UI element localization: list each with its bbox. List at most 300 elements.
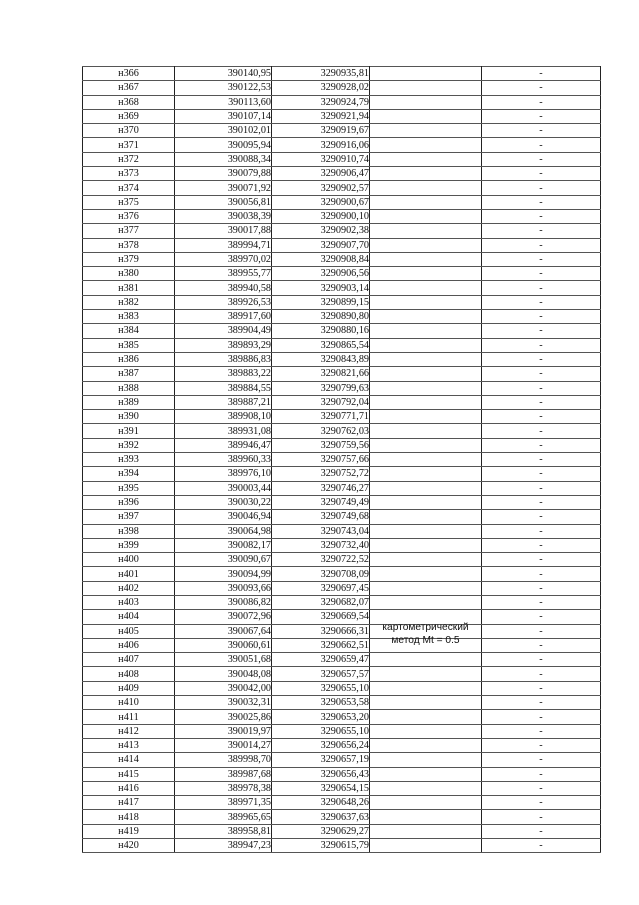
description-cell: - <box>482 338 601 352</box>
table-row <box>83 681 601 695</box>
description-cell: - <box>482 567 601 581</box>
table-row <box>83 495 601 509</box>
x-coordinate-cell: 390071,92 <box>175 181 272 195</box>
description-cell: - <box>482 224 601 238</box>
y-coordinate-cell: 3290906,47 <box>272 167 370 181</box>
y-coordinate-cell: 3290821,66 <box>272 367 370 381</box>
table-row <box>83 738 601 752</box>
method-cell <box>370 510 482 524</box>
description-cell: - <box>482 810 601 824</box>
point-id-cell: н373 <box>83 167 175 181</box>
method-cell <box>370 824 482 838</box>
table-row <box>83 209 601 223</box>
method-cell <box>370 224 482 238</box>
y-coordinate-cell: 3290654,15 <box>272 781 370 795</box>
y-coordinate-cell: 3290900,67 <box>272 195 370 209</box>
method-cell <box>370 524 482 538</box>
method-cell <box>370 738 482 752</box>
table-row <box>83 367 601 381</box>
method-cell <box>370 724 482 738</box>
x-coordinate-cell: 390064,98 <box>175 524 272 538</box>
point-id-cell: н399 <box>83 538 175 552</box>
y-coordinate-cell: 3290666,31 <box>272 624 370 638</box>
y-coordinate-cell: 3290657,19 <box>272 753 370 767</box>
y-coordinate-cell: 3290752,72 <box>272 467 370 481</box>
x-coordinate-cell: 390090,67 <box>175 553 272 567</box>
method-cell <box>370 781 482 795</box>
y-coordinate-cell: 3290682,07 <box>272 595 370 609</box>
point-id-cell: н390 <box>83 410 175 424</box>
point-id-cell: н414 <box>83 753 175 767</box>
x-coordinate-cell: 390032,31 <box>175 696 272 710</box>
table-row <box>83 95 601 109</box>
point-id-cell: н379 <box>83 252 175 266</box>
y-coordinate-cell: 3290759,56 <box>272 438 370 452</box>
method-cell <box>370 438 482 452</box>
y-coordinate-cell: 3290919,67 <box>272 124 370 138</box>
method-cell <box>370 553 482 567</box>
table-row <box>83 281 601 295</box>
x-coordinate-cell: 389908,10 <box>175 410 272 424</box>
point-id-cell: н407 <box>83 653 175 667</box>
description-cell: - <box>482 367 601 381</box>
point-id-cell: н386 <box>83 352 175 366</box>
point-id-cell: н366 <box>83 67 175 81</box>
x-coordinate-cell: 390113,60 <box>175 95 272 109</box>
y-coordinate-cell: 3290629,27 <box>272 824 370 838</box>
y-coordinate-cell: 3290653,20 <box>272 710 370 724</box>
x-coordinate-cell: 389947,23 <box>175 839 272 853</box>
y-coordinate-cell: 3290924,79 <box>272 95 370 109</box>
description-cell: - <box>482 252 601 266</box>
table-row <box>83 553 601 567</box>
method-cell <box>370 381 482 395</box>
description-cell: - <box>482 495 601 509</box>
description-cell: - <box>482 467 601 481</box>
x-coordinate-cell: 389931,08 <box>175 424 272 438</box>
description-cell: - <box>482 67 601 81</box>
method-cell <box>370 839 482 853</box>
x-coordinate-cell: 390086,82 <box>175 595 272 609</box>
x-coordinate-cell: 389960,33 <box>175 453 272 467</box>
description-cell: - <box>482 295 601 309</box>
y-coordinate-cell: 3290890,80 <box>272 310 370 324</box>
point-id-cell: н410 <box>83 696 175 710</box>
y-coordinate-cell: 3290732,40 <box>272 538 370 552</box>
description-cell: - <box>482 424 601 438</box>
method-cell <box>370 495 482 509</box>
x-coordinate-cell: 390017,88 <box>175 224 272 238</box>
y-coordinate-cell: 3290722,52 <box>272 553 370 567</box>
description-cell: - <box>482 581 601 595</box>
x-coordinate-cell: 390030,22 <box>175 495 272 509</box>
x-coordinate-cell: 389998,70 <box>175 753 272 767</box>
method-cell <box>370 138 482 152</box>
y-coordinate-cell: 3290656,24 <box>272 738 370 752</box>
table-row <box>83 581 601 595</box>
table-row <box>83 152 601 166</box>
y-coordinate-cell: 3290900,10 <box>272 209 370 223</box>
y-coordinate-cell: 3290708,09 <box>272 567 370 581</box>
point-id-cell: н387 <box>83 367 175 381</box>
table-row <box>83 238 601 252</box>
table-row <box>83 781 601 795</box>
method-cell <box>370 95 482 109</box>
x-coordinate-cell: 389940,58 <box>175 281 272 295</box>
table-row <box>83 381 601 395</box>
description-cell: - <box>482 724 601 738</box>
table-row <box>83 410 601 424</box>
description-cell: - <box>482 524 601 538</box>
x-coordinate-cell: 390060,61 <box>175 638 272 652</box>
point-id-cell: н381 <box>83 281 175 295</box>
x-coordinate-cell: 389994,71 <box>175 238 272 252</box>
table-row <box>83 538 601 552</box>
method-cell <box>370 124 482 138</box>
point-id-cell: н401 <box>83 567 175 581</box>
description-cell: - <box>482 195 601 209</box>
method-cell <box>370 195 482 209</box>
method-cell <box>370 696 482 710</box>
table-row <box>83 352 601 366</box>
method-cell <box>370 710 482 724</box>
description-cell: - <box>482 124 601 138</box>
description-cell: - <box>482 438 601 452</box>
table-row <box>83 524 601 538</box>
x-coordinate-cell: 389958,81 <box>175 824 272 838</box>
y-coordinate-cell: 3290659,47 <box>272 653 370 667</box>
point-id-cell: н405 <box>83 624 175 638</box>
point-id-cell: н419 <box>83 824 175 838</box>
point-id-cell: н370 <box>83 124 175 138</box>
description-cell: - <box>482 381 601 395</box>
x-coordinate-cell: 389886,83 <box>175 352 272 366</box>
y-coordinate-cell: 3290935,81 <box>272 67 370 81</box>
table-row <box>83 624 601 638</box>
method-cell <box>370 667 482 681</box>
point-id-cell: н413 <box>83 738 175 752</box>
description-cell: - <box>482 781 601 795</box>
point-id-cell: н404 <box>83 610 175 624</box>
x-coordinate-cell: 389970,02 <box>175 252 272 266</box>
method-cell <box>370 410 482 424</box>
description-cell: - <box>482 510 601 524</box>
description-cell: - <box>482 181 601 195</box>
x-coordinate-cell: 390082,17 <box>175 538 272 552</box>
description-cell: - <box>482 109 601 123</box>
description-cell: - <box>482 624 601 638</box>
point-id-cell: н398 <box>83 524 175 538</box>
method-cell <box>370 424 482 438</box>
y-coordinate-cell: 3290792,04 <box>272 395 370 409</box>
description-cell: - <box>482 81 601 95</box>
method-cell <box>370 453 482 467</box>
method-cell <box>370 367 482 381</box>
point-id-cell: н397 <box>83 510 175 524</box>
point-id-cell: н393 <box>83 453 175 467</box>
y-coordinate-cell: 3290907,70 <box>272 238 370 252</box>
description-cell: - <box>482 152 601 166</box>
x-coordinate-cell: 390048,08 <box>175 667 272 681</box>
point-id-cell: н400 <box>83 553 175 567</box>
point-id-cell: н409 <box>83 681 175 695</box>
description-cell: - <box>482 395 601 409</box>
table-row <box>83 810 601 824</box>
table-row <box>83 839 601 853</box>
point-id-cell: н394 <box>83 467 175 481</box>
point-id-cell: н402 <box>83 581 175 595</box>
x-coordinate-cell: 390046,94 <box>175 510 272 524</box>
table-row <box>83 753 601 767</box>
table-row <box>83 109 601 123</box>
description-cell: - <box>482 352 601 366</box>
description-cell: - <box>482 753 601 767</box>
table-row <box>83 667 601 681</box>
y-coordinate-cell: 3290655,10 <box>272 724 370 738</box>
x-coordinate-cell: 390102,01 <box>175 124 272 138</box>
point-id-cell: н384 <box>83 324 175 338</box>
description-cell: - <box>482 667 601 681</box>
y-coordinate-cell: 3290749,49 <box>272 495 370 509</box>
y-coordinate-cell: 3290928,02 <box>272 81 370 95</box>
method-cell <box>370 395 482 409</box>
point-id-cell: н369 <box>83 109 175 123</box>
table-row <box>83 181 601 195</box>
table-row <box>83 295 601 309</box>
y-coordinate-cell: 3290662,51 <box>272 638 370 652</box>
x-coordinate-cell: 390019,97 <box>175 724 272 738</box>
description-cell: - <box>482 796 601 810</box>
point-id-cell: н368 <box>83 95 175 109</box>
table-row <box>83 696 601 710</box>
table-row <box>83 610 601 624</box>
x-coordinate-cell: 389883,22 <box>175 367 272 381</box>
y-coordinate-cell: 3290799,63 <box>272 381 370 395</box>
y-coordinate-cell: 3290743,04 <box>272 524 370 538</box>
point-id-cell: н389 <box>83 395 175 409</box>
table-row <box>83 796 601 810</box>
method-cell <box>370 581 482 595</box>
x-coordinate-cell: 389946,47 <box>175 438 272 452</box>
point-id-cell: н367 <box>83 81 175 95</box>
description-cell: - <box>482 696 601 710</box>
table-row <box>83 81 601 95</box>
table-row <box>83 338 601 352</box>
method-cell <box>370 281 482 295</box>
description-cell: - <box>482 595 601 609</box>
point-id-cell: н396 <box>83 495 175 509</box>
x-coordinate-cell: 389926,53 <box>175 295 272 309</box>
method-cell <box>370 796 482 810</box>
method-cell <box>370 481 482 495</box>
table-row <box>83 224 601 238</box>
table-row <box>83 638 601 652</box>
y-coordinate-cell: 3290843,89 <box>272 352 370 366</box>
table-row <box>83 481 601 495</box>
method-cell <box>370 310 482 324</box>
description-cell: - <box>482 553 601 567</box>
method-cell <box>370 238 482 252</box>
point-id-cell: н406 <box>83 638 175 652</box>
point-id-cell: н416 <box>83 781 175 795</box>
y-coordinate-cell: 3290757,66 <box>272 453 370 467</box>
table-row <box>83 252 601 266</box>
point-id-cell: н376 <box>83 209 175 223</box>
x-coordinate-cell: 389978,38 <box>175 781 272 795</box>
table-row <box>83 510 601 524</box>
x-coordinate-cell: 389987,68 <box>175 767 272 781</box>
y-coordinate-cell: 3290880,16 <box>272 324 370 338</box>
method-cell <box>370 295 482 309</box>
description-cell: - <box>482 839 601 853</box>
description-cell: - <box>482 610 601 624</box>
table-row <box>83 567 601 581</box>
point-id-cell: н380 <box>83 267 175 281</box>
description-cell: - <box>482 538 601 552</box>
description-cell: - <box>482 324 601 338</box>
x-coordinate-cell: 390067,64 <box>175 624 272 638</box>
x-coordinate-cell: 390095,94 <box>175 138 272 152</box>
y-coordinate-cell: 3290697,45 <box>272 581 370 595</box>
point-id-cell: н385 <box>83 338 175 352</box>
description-cell: - <box>482 138 601 152</box>
description-cell: - <box>482 738 601 752</box>
description-cell: - <box>482 209 601 223</box>
table-row <box>83 138 601 152</box>
coordinates-table-body <box>83 67 601 853</box>
table-row <box>83 167 601 181</box>
point-id-cell: н403 <box>83 595 175 609</box>
method-cell <box>370 67 482 81</box>
description-cell: - <box>482 481 601 495</box>
y-coordinate-cell: 3290899,15 <box>272 295 370 309</box>
x-coordinate-cell: 390088,34 <box>175 152 272 166</box>
y-coordinate-cell: 3290771,71 <box>272 410 370 424</box>
x-coordinate-cell: 389971,35 <box>175 796 272 810</box>
point-id-cell: н374 <box>83 181 175 195</box>
description-cell: - <box>482 681 601 695</box>
x-coordinate-cell: 389917,60 <box>175 310 272 324</box>
point-id-cell: н418 <box>83 810 175 824</box>
table-row <box>83 395 601 409</box>
table-row <box>83 595 601 609</box>
y-coordinate-cell: 3290749,68 <box>272 510 370 524</box>
method-cell <box>370 810 482 824</box>
x-coordinate-cell: 390051,68 <box>175 653 272 667</box>
point-id-cell: н417 <box>83 796 175 810</box>
table-row <box>83 67 601 81</box>
y-coordinate-cell: 3290762,03 <box>272 424 370 438</box>
description-cell: - <box>482 281 601 295</box>
point-id-cell: н375 <box>83 195 175 209</box>
x-coordinate-cell: 389955,77 <box>175 267 272 281</box>
method-cell <box>370 467 482 481</box>
method-cell <box>370 267 482 281</box>
description-cell: - <box>482 95 601 109</box>
y-coordinate-cell: 3290648,26 <box>272 796 370 810</box>
description-cell: - <box>482 238 601 252</box>
y-coordinate-cell: 3290902,38 <box>272 224 370 238</box>
point-id-cell: н395 <box>83 481 175 495</box>
description-cell: - <box>482 310 601 324</box>
point-id-cell: н377 <box>83 224 175 238</box>
description-cell: - <box>482 824 601 838</box>
description-cell: - <box>482 410 601 424</box>
x-coordinate-cell: 389976,10 <box>175 467 272 481</box>
method-label <box>370 621 481 647</box>
y-coordinate-cell: 3290746,27 <box>272 481 370 495</box>
description-cell: - <box>482 167 601 181</box>
x-coordinate-cell: 390122,53 <box>175 81 272 95</box>
description-cell: - <box>482 767 601 781</box>
table-row <box>83 653 601 667</box>
method-cell <box>370 753 482 767</box>
y-coordinate-cell: 3290653,58 <box>272 696 370 710</box>
x-coordinate-cell: 390072,96 <box>175 610 272 624</box>
method-cell <box>370 152 482 166</box>
table-row <box>83 724 601 738</box>
method-cell <box>370 167 482 181</box>
method-label-line2: метод Mt = 0.5 <box>391 634 460 646</box>
y-coordinate-cell: 3290615,79 <box>272 839 370 853</box>
x-coordinate-cell: 390003,44 <box>175 481 272 495</box>
y-coordinate-cell: 3290655,10 <box>272 681 370 695</box>
point-id-cell: н372 <box>83 152 175 166</box>
method-cell <box>370 209 482 223</box>
table-row <box>83 453 601 467</box>
y-coordinate-cell: 3290908,84 <box>272 252 370 266</box>
y-coordinate-cell: 3290637,63 <box>272 810 370 824</box>
point-id-cell: н411 <box>83 710 175 724</box>
table-row <box>83 824 601 838</box>
x-coordinate-cell: 390107,14 <box>175 109 272 123</box>
method-label-line1: картометрический <box>382 621 469 633</box>
y-coordinate-cell: 3290902,57 <box>272 181 370 195</box>
method-cell <box>370 252 482 266</box>
y-coordinate-cell: 3290910,74 <box>272 152 370 166</box>
point-id-cell: н388 <box>83 381 175 395</box>
table-row <box>83 124 601 138</box>
point-id-cell: н412 <box>83 724 175 738</box>
y-coordinate-cell: 3290906,56 <box>272 267 370 281</box>
point-id-cell: н382 <box>83 295 175 309</box>
x-coordinate-cell: 390056,81 <box>175 195 272 209</box>
method-cell <box>370 538 482 552</box>
y-coordinate-cell: 3290921,94 <box>272 109 370 123</box>
point-id-cell: н371 <box>83 138 175 152</box>
method-cell <box>370 181 482 195</box>
x-coordinate-cell: 389887,21 <box>175 395 272 409</box>
coordinates-table <box>82 66 601 853</box>
description-cell: - <box>482 638 601 652</box>
table-row <box>83 767 601 781</box>
table-row <box>83 195 601 209</box>
point-id-cell: н378 <box>83 238 175 252</box>
method-cell <box>370 109 482 123</box>
point-id-cell: н415 <box>83 767 175 781</box>
y-coordinate-cell: 3290916,06 <box>272 138 370 152</box>
x-coordinate-cell: 390042,00 <box>175 681 272 695</box>
method-cell <box>370 81 482 95</box>
table-row <box>83 310 601 324</box>
x-coordinate-cell: 390093,66 <box>175 581 272 595</box>
description-cell: - <box>482 453 601 467</box>
y-coordinate-cell: 3290657,57 <box>272 667 370 681</box>
table-row <box>83 424 601 438</box>
point-id-cell: н408 <box>83 667 175 681</box>
point-id-cell: н391 <box>83 424 175 438</box>
table-row <box>83 324 601 338</box>
